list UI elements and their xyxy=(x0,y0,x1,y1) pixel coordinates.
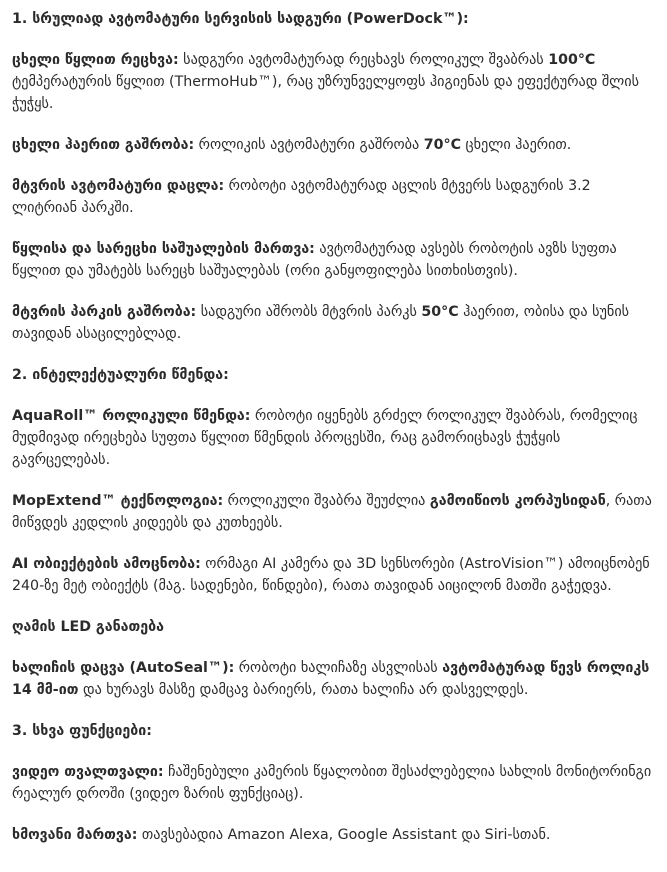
paragraph-text: სადგური აშრობს მტვრის პარკს xyxy=(196,304,422,320)
paragraph-text: როლიკის ავტომატური გაშრობა xyxy=(194,137,424,153)
emphasis-text: ავტომატურად წევს როლიკს 14 მმ-ით xyxy=(12,660,650,698)
paragraph-label: ცხელი ჰაერით გაშრობა: xyxy=(12,137,195,153)
ai-object-recognition-paragraph xyxy=(12,553,657,597)
paragraph-text: და ხურავს მასზე დამცავ ბარიერს, რათა ხალიჩა არ დასველდეს. xyxy=(78,682,529,698)
paragraph-text: რობოტი იყენებს გრძელ როლიკულ შვაბრას, რომელიც მუდმივად ირეცხება სუფთა წყლით წმენდის პროცესში, რაც გამორიცხავს ჭუჭყის გავრცელებას. xyxy=(12,408,638,468)
paragraph-label: AquaRoll™ როლიკული წმენდა: xyxy=(12,408,251,424)
voice-control-paragraph xyxy=(12,824,657,846)
paragraph-text: , რათა მიწვდეს კედლის კიდეებს და კუთხეებს. xyxy=(12,493,652,531)
dust-bag-dry-paragraph xyxy=(12,301,657,345)
night-led-paragraph: ღამის LED განათება xyxy=(12,619,164,635)
carpet-protection-paragraph xyxy=(12,657,657,701)
water-detergent-paragraph xyxy=(12,238,657,282)
auto-dust-empty-paragraph xyxy=(12,175,657,219)
paragraph-label: მტვრის ავტომატური დაცლა: xyxy=(12,178,225,194)
paragraph-label: MopExtend™ ტექნოლოგია: xyxy=(12,493,224,509)
paragraph-text: ცხელი ჰაერით. xyxy=(461,137,572,153)
mopextend-paragraph xyxy=(12,490,657,534)
section-2-heading: 2. ინტელექტუალური წმენდა: xyxy=(12,367,229,383)
paragraph-label: მტვრის პარკის გაშრობა: xyxy=(12,304,197,320)
video-monitoring-paragraph xyxy=(12,761,657,805)
paragraph-label: ხალიჩის დაცვა (AutoSeal™): xyxy=(12,660,235,676)
temperature-value: 70°C xyxy=(423,137,461,153)
section-3-heading: 3. სხვა ფუნქციები: xyxy=(12,723,152,739)
emphasis-text: გამოიწიოს კორპუსიდან xyxy=(429,493,606,509)
temperature-value: 50°C xyxy=(421,304,459,320)
paragraph-text: ავტომატურად ავსებს რობოტის ავზს სუფთა წყლით და უმატებს სარეცხ საშუალებას (ორი განყოფილება სითხისთვის). xyxy=(12,241,617,279)
aquaroll-paragraph xyxy=(12,405,657,471)
paragraph-label: ვიდეო თვალთვალი: xyxy=(12,764,164,780)
paragraph-text: ჩაშენებული კამერის წყალობით შესაძლებელია სახლის მონიტორინგი რეალურ დროში (ვიდეო ზარის ფუნქციაც). xyxy=(12,764,652,802)
paragraph-text: თავსებადია Amazon Alexa, Google Assistant და Siri-სთან. xyxy=(137,827,551,843)
paragraph-text: ორმაგი AI კამერა და 3D სენსორები (AstroVision™) ამოიცნობენ 240-ზე მეტ ობიექტს (მაგ. სადენები, წინდები), რათა თავიდან აიცილონ მათში გაჭედვა. xyxy=(12,556,650,594)
hot-air-dry-paragraph xyxy=(12,134,657,156)
section-1-heading: 1. სრულიად ავტომატური სერვისის სადგური (PowerDock™): xyxy=(12,11,469,27)
paragraph-label: წყლისა და სარეცხი საშუალების მართვა: xyxy=(12,241,315,257)
paragraph-text: სადგური ავტომატურად რეცხავს როლიკულ შვაბრას xyxy=(178,52,549,68)
temperature-value: 100°C xyxy=(548,52,596,68)
hot-water-wash-paragraph xyxy=(12,49,657,115)
paragraph-text: რობოტი ხალიჩაზე ასვლისას xyxy=(234,660,443,676)
paragraph-label: AI ობიექტების ამოცნობა: xyxy=(12,556,201,572)
paragraph-label: ხმოვანი მართვა: xyxy=(12,827,138,843)
paragraph-label: ცხელი წყლით რეცხვა: xyxy=(12,52,179,68)
paragraph-text: ჰაერით, ობისა და სუნის თავიდან ასაცილებლად. xyxy=(12,304,630,342)
paragraph-text: ტემპერატურის წყლით (ThermoHub™), რაც უზრუნველყოფს ჰიგიენას და ეფექტურად შლის ჭუჭყს. xyxy=(12,74,640,112)
paragraph-text: როლიკული შვაბრა შეუძლია xyxy=(223,493,430,509)
paragraph-text: რობოტი ავტომატურად აცლის მტვერს სადგურის 3.2 ლიტრიან პარკში. xyxy=(12,178,591,216)
